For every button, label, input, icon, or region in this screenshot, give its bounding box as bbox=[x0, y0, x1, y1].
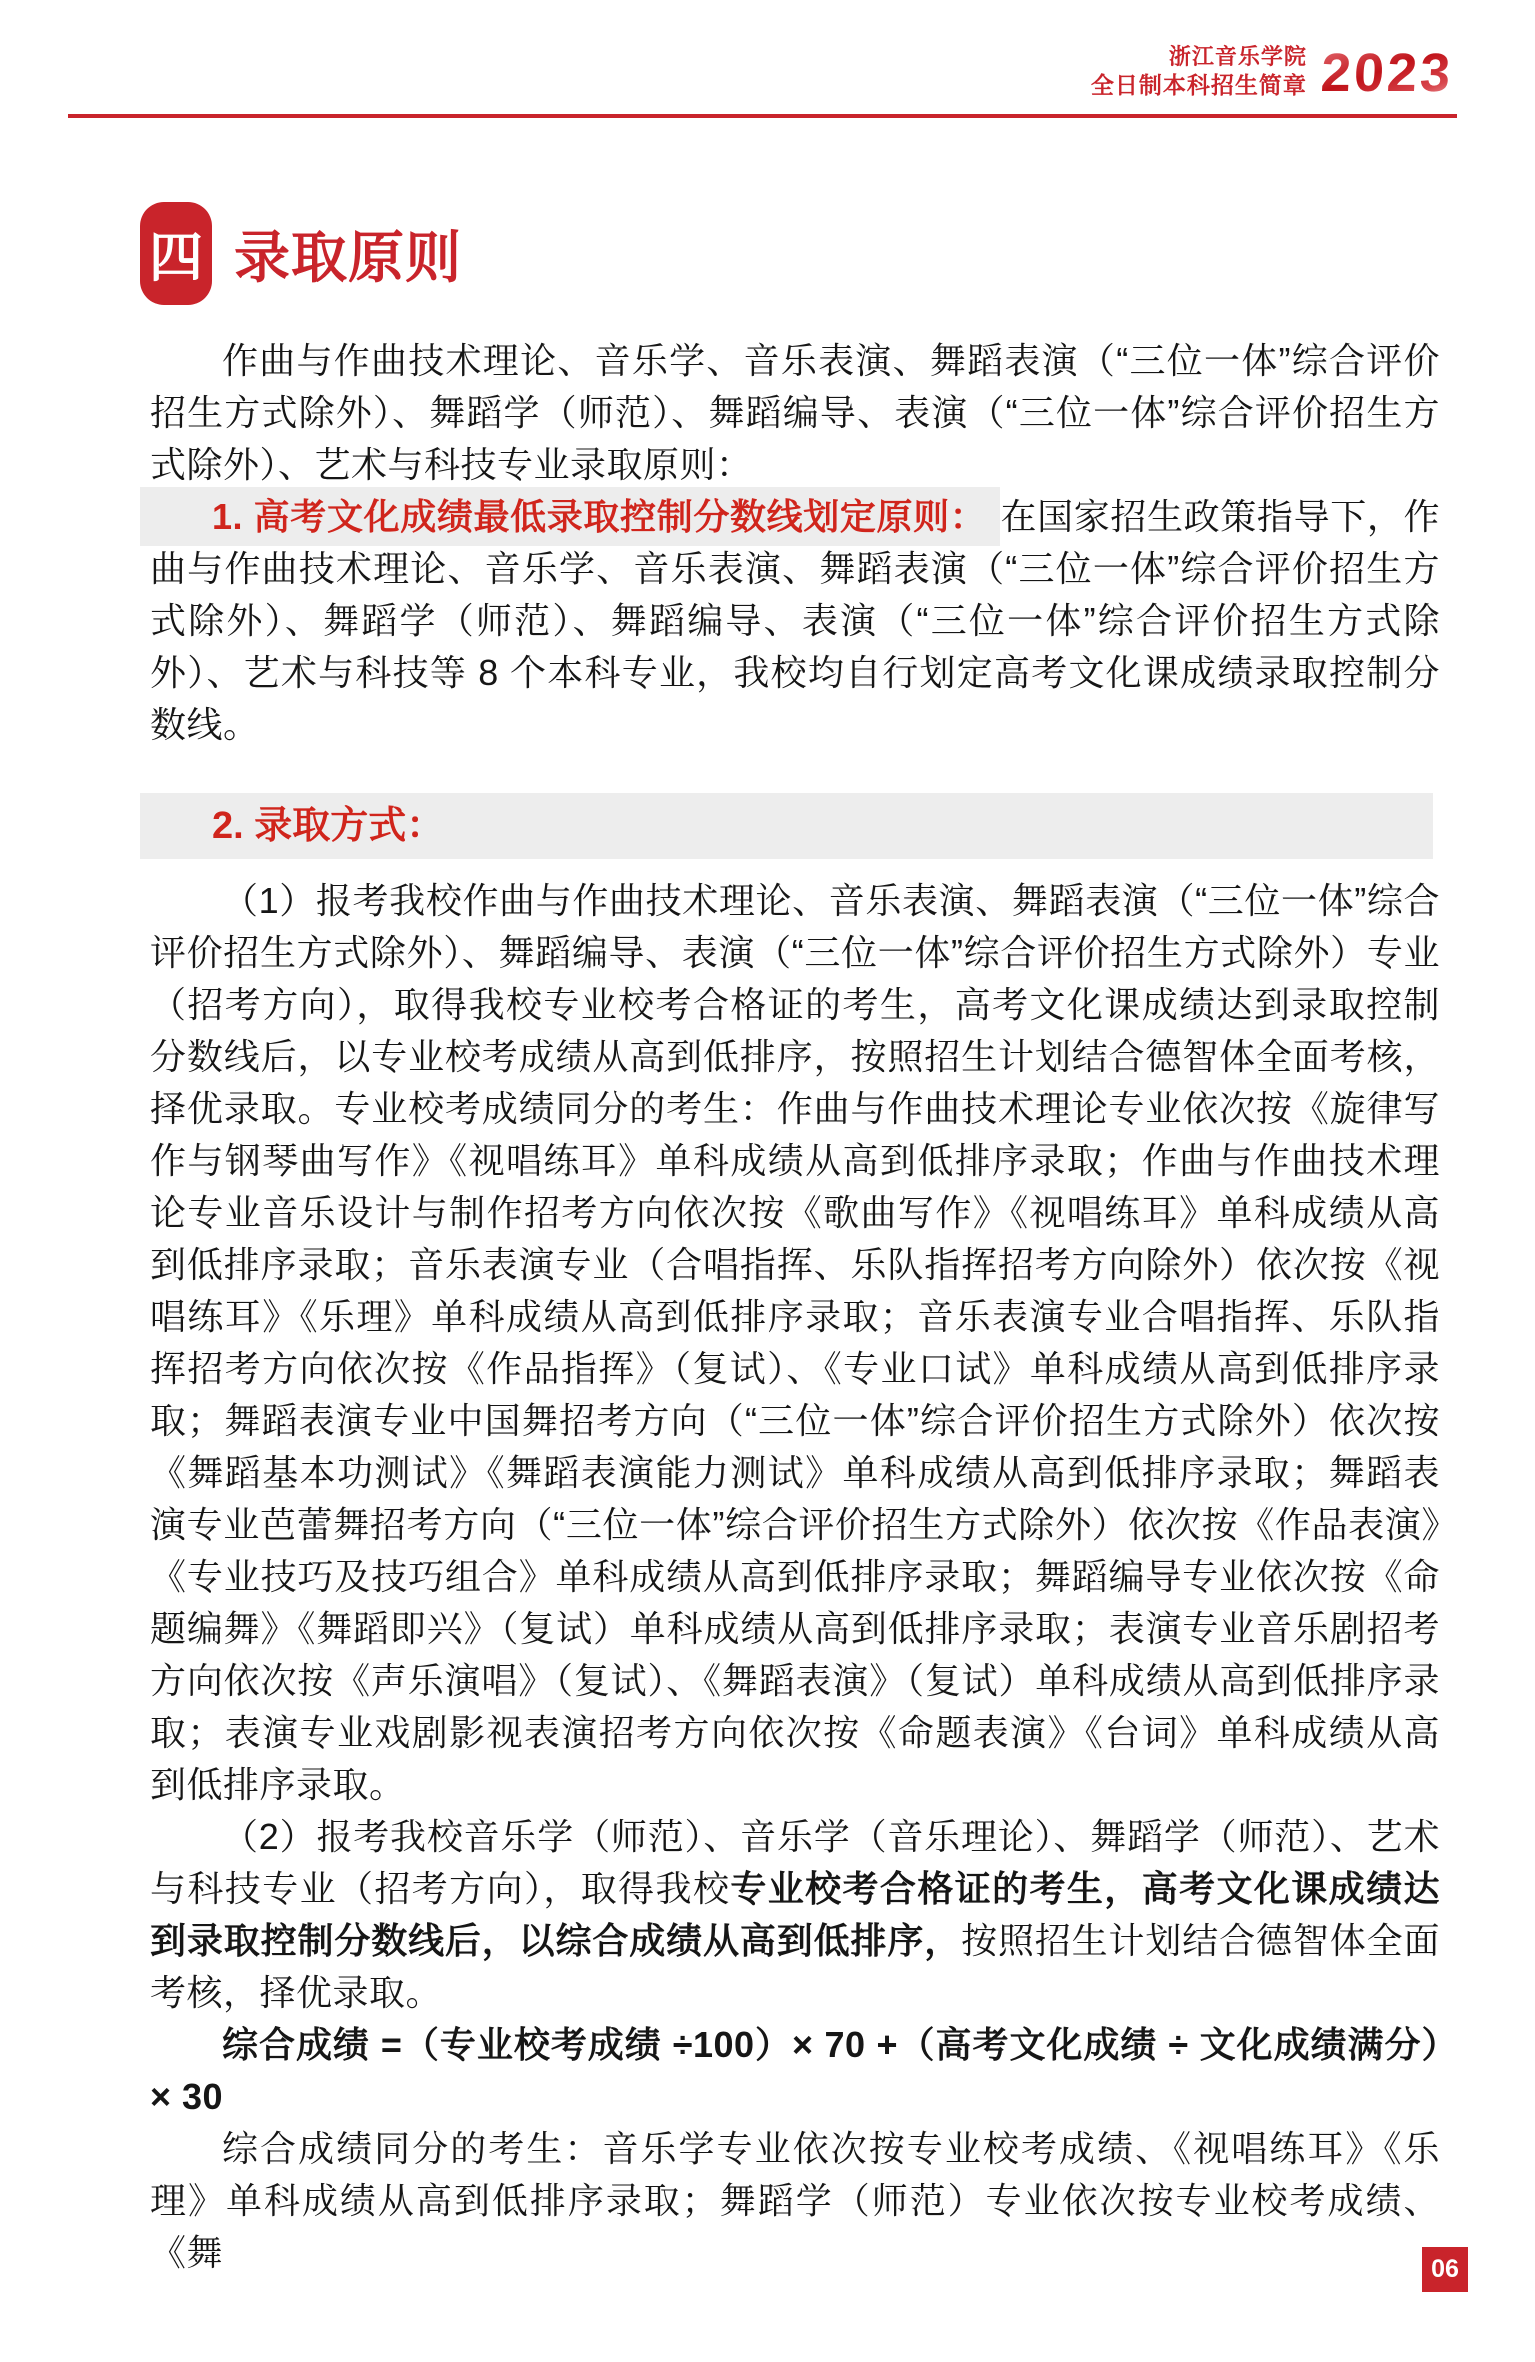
admission-method-paragraph-2 bbox=[150, 1811, 1440, 2019]
para2-bold-span: 专业校考合格证的考生，高考文化课成绩达到录取控制分数线后，以综合成绩从高到低排序， bbox=[150, 1868, 1440, 1961]
header-divider-line bbox=[68, 114, 1457, 118]
composite-score-formula: 综合成绩 =（专业校考成绩 ÷100）× 70 +（高考文化成绩 ÷ 文化成绩满分）× 30 bbox=[150, 2024, 1440, 2117]
rule1-paragraph bbox=[150, 491, 1440, 751]
section-title: 录取原则 bbox=[234, 224, 462, 291]
brochure-subtitle: 全日制本科招生简章 bbox=[1090, 71, 1307, 98]
intro-paragraph: 作曲与作曲技术理论、音乐学、音乐表演、舞蹈表演（“三位一体”综合评价招生方式除外）、舞蹈学（师范）、舞蹈编导、表演（“三位一体”综合评价招生方式除外）、艺术与科技专业录取原则： bbox=[150, 340, 1440, 485]
school-name: 浙江音乐学院 bbox=[1168, 44, 1307, 69]
section-number-text: 四 bbox=[149, 225, 203, 289]
content-column bbox=[150, 202, 1440, 2279]
rule1-body-text: 在国家招生政策指导下，作曲与作曲技术理论、音乐学、音乐表演、舞蹈表演（“三位一体”综合评价招生方式除外）、舞蹈学（师范）、舞蹈编导、表演（“三位一体”综合评价招生方式除外）、艺术与科技等 8 个本科专业，我校均自行划定高考文化课成绩录取控制分数线。 bbox=[150, 496, 1440, 745]
section-number-badge bbox=[140, 202, 212, 305]
tiebreak-paragraph: 综合成绩同分的考生：音乐学专业依次按专业校考成绩、《视唱练耳》《乐理》单科成绩从高到低排序录取；舞蹈学（师范）专业依次按专业校考成绩、《舞 bbox=[150, 2128, 1440, 2273]
para2-regular-tail: 按照招生计划结合德智体全面考核，择优录取。 bbox=[150, 1920, 1440, 2013]
page-number-badge: 06 bbox=[1422, 2247, 1468, 2292]
rule2-heading-band: 2. 录取方式： bbox=[140, 793, 1433, 859]
admission-method-paragraph-1: （1）报考我校作曲与作曲技术理论、音乐表演、舞蹈表演（“三位一体”综合评价招生方式除外）、舞蹈编导、表演（“三位一体”综合评价招生方式除外）专业（招考方向），取得我校专业校考合格证的考生，高考文化课成绩达到录取控制分数线后，以专业校考成绩从高到低排序，按照招生计划结合德智体全面考核，择优录取。专业校考成绩同分的考生：作曲与作曲技术理论专业依次按《旋律写作与钢琴曲写作》《视唱练耳》单科成绩从高到低排序录取；作曲与作曲技术理论专业音乐设计与制作招考方向依次按《歌曲写作》《视唱练耳》单科成绩从高到低排序录取；音乐表演专业（合唱指挥、乐队指挥招考方向除外）依次按《视唱练耳》《乐理》单科成绩从高到低排序录取；音乐表演专业合唱指挥、乐队指挥招考方向依次按《作品指挥》（复试）、《专业口试》单科成绩从高到低排序录取；舞蹈表演专业中国舞招考方向（“三位一体”综合评价招生方式除外）依次按《舞蹈基本功测试》《舞蹈表演能力测试》单科成绩从高到低排序录取；舞蹈表演专业芭蕾舞招考方向（“三位一体”综合评价招生方式除外）依次按《作品表演》《专业技巧及技巧组合》单科成绩从高到低排序录取；舞蹈编导专业依次按《命题编舞》《舞蹈即兴》（复试）单科成绩从高到低排序录取；表演专业音乐剧招考方向依次按《声乐演唱》（复试）、《舞蹈表演》（复试）单科成绩从高到低排序录取；表演专业戏剧影视表演招考方向依次按《命题表演》《台词》单科成绩从高到低排序录取。 bbox=[150, 880, 1440, 1805]
page-header bbox=[1090, 42, 1455, 103]
header-text-block bbox=[1091, 44, 1307, 99]
rule1-heading: 1. 高考文化成绩最低录取控制分数线划定原则： bbox=[140, 487, 1000, 546]
year-label: 2023 bbox=[1319, 42, 1455, 103]
section-title-row bbox=[140, 202, 1440, 305]
para2-regular-lead: （2）报考我校音乐学（师范）、音乐学（音乐理论）、舞蹈学（师范）、艺术与科技专业（招考方向），取得我校 bbox=[150, 1816, 1440, 1909]
